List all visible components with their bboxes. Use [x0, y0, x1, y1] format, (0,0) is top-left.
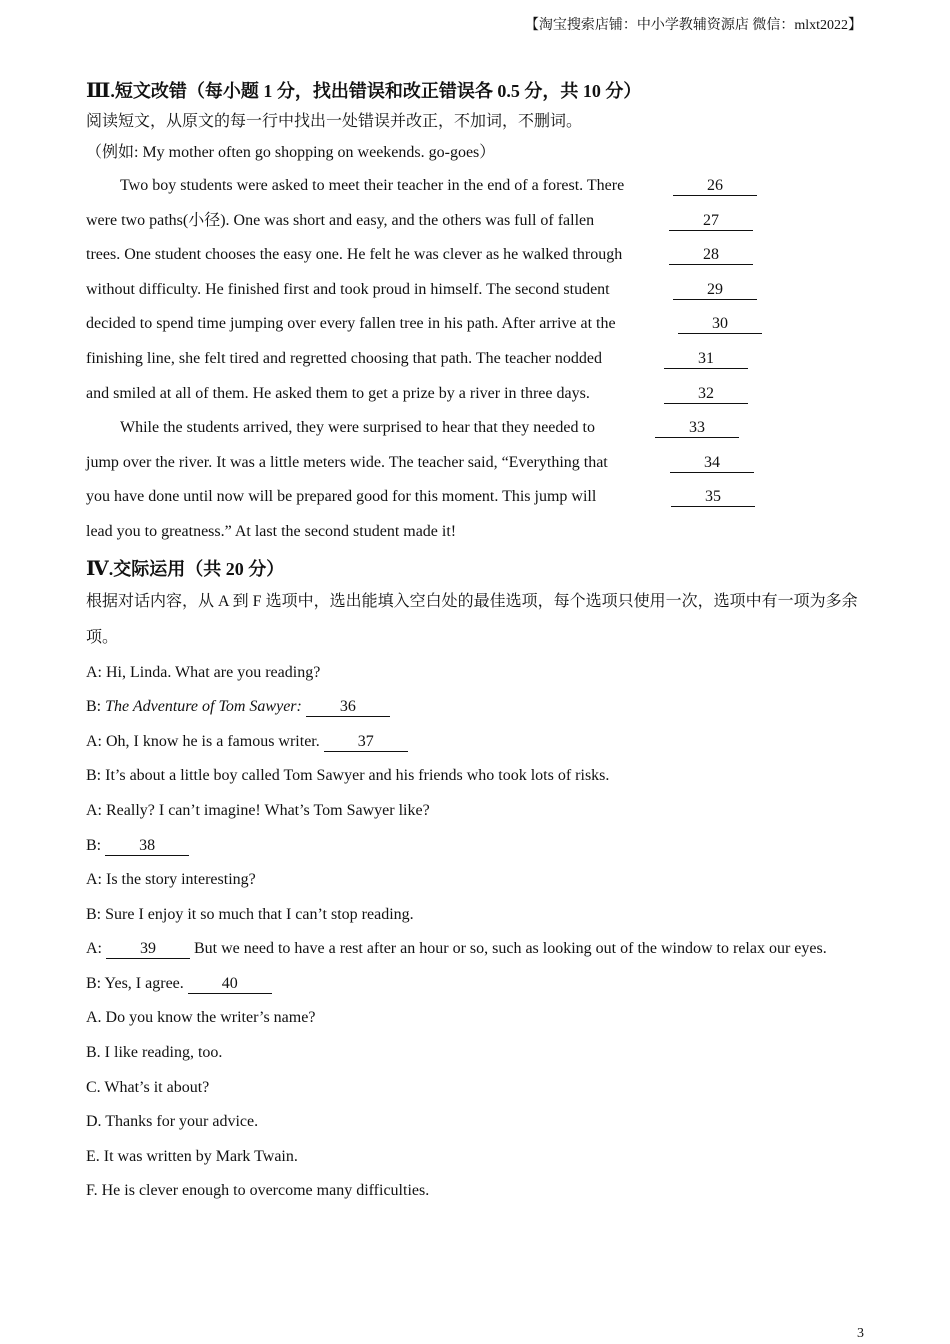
option-item: D. Thanks for your advice.	[86, 1113, 259, 1131]
section-3-example: （例如: My mother often go shopping on weekends. go-goes）	[86, 144, 496, 161]
speaker-label: A:	[86, 940, 102, 958]
passage-text: Two boy students were asked to meet their teacher in the end of a forest. There	[120, 177, 625, 194]
worksheet-content	[86, 76, 866, 1209]
answer-blank-38[interactable]: 38	[105, 838, 189, 856]
answer-blank-34[interactable]: 34	[670, 455, 754, 473]
passage-text: trees. One student chooses the easy one. He felt he was clever as he walked through	[86, 246, 623, 264]
dialogue-line: A: Really? I can’t imagine! What’s Tom Sawyer like?	[86, 801, 430, 819]
answer-blank-27[interactable]: 27	[669, 213, 753, 231]
answer-blank-31[interactable]: 31	[664, 351, 748, 369]
passage-line	[86, 307, 866, 342]
dialogue-text: A: Oh, I know he is a famous writer.	[86, 732, 320, 750]
option-item: B. I like reading, too.	[86, 1044, 223, 1062]
proofreading-passage	[86, 169, 866, 550]
dialogue-line	[86, 829, 866, 864]
passage-text: While the students arrived, they were surprised to hear that they needed to	[120, 419, 595, 437]
book-title: The Adventure of Tom Sawyer:	[105, 698, 302, 716]
passage-line	[86, 238, 866, 273]
section-4-numeral: Ⅳ	[86, 557, 109, 580]
answer-blank-32[interactable]: 32	[664, 386, 748, 404]
passage-line	[86, 446, 866, 481]
dialogue-line: B: Sure I enjoy it so much that I can’t stop reading.	[86, 905, 414, 923]
page-number: 3	[857, 1326, 864, 1341]
passage-line	[86, 377, 866, 412]
answer-blank-29[interactable]: 29	[673, 282, 757, 300]
answer-blank-33[interactable]: 33	[655, 420, 739, 438]
answer-blank-37[interactable]: 37	[324, 734, 408, 752]
option-item: F. He is clever enough to overcome many difficulties.	[86, 1182, 430, 1200]
passage-line	[86, 480, 866, 515]
option-item: E. It was written by Mark Twain.	[86, 1147, 298, 1165]
dialogue	[86, 656, 866, 1002]
dialogue-line	[86, 725, 866, 760]
dialogue-line: A: Is the story interesting?	[86, 871, 256, 889]
speaker-label: B:	[86, 698, 106, 716]
passage-text: finishing line, she felt tired and regretted choosing that path. The teacher nodded	[86, 349, 602, 367]
dialogue-line	[86, 967, 866, 1002]
answer-blank-30[interactable]: 30	[678, 316, 762, 334]
section-3-heading: .短文改错（每小题 1 分，找出错误和改正错误各 0.5 分，共 10 分）	[110, 81, 642, 101]
dialogue-line: A: Hi, Linda. What are you reading?	[86, 663, 321, 681]
passage-text: were two paths(小径). One was short and easy, and the others was full of fallen	[86, 211, 595, 229]
answer-options	[86, 1001, 866, 1209]
passage-text: you have done until now will be prepared good for this moment. This jump will	[86, 488, 597, 506]
answer-blank-35[interactable]: 35	[671, 489, 755, 507]
passage-text: jump over the river. It was a little meters wide. The teacher said, “Everything that	[86, 453, 608, 471]
passage-line	[86, 515, 866, 550]
passage-text: and smiled at all of them. He asked them to get a prize by a river in three days.	[86, 384, 590, 402]
dialogue-line	[86, 690, 866, 725]
answer-blank-39[interactable]: 39	[106, 941, 190, 959]
option-item: C. What’s it about?	[86, 1078, 210, 1096]
passage-line	[86, 342, 866, 377]
passage-line	[86, 273, 866, 308]
answer-blank-40[interactable]: 40	[188, 976, 272, 994]
section-4-instruction: 根据对话内容，从 A 到 F 选项中，选出能填入空白处的最佳选项，每个选项只使用一次，选项中有一项为多余项。	[86, 592, 858, 646]
answer-blank-36[interactable]: 36	[306, 699, 390, 717]
option-item: A. Do you know the writer’s name?	[86, 1009, 316, 1027]
passage-line	[86, 411, 866, 446]
passage-text: decided to spend time jumping over every fallen tree in his path. After arrive at the	[86, 315, 616, 333]
page-header: 【淘宝搜索店铺：中小学教辅资源店 微信：mlxt2022】	[524, 18, 862, 33]
section-3-instruction: 阅读短文，从原文的每一行中找出一处错误并改正，不加词，不删词。	[86, 113, 583, 130]
dialogue-line	[86, 932, 866, 967]
dialogue-line: B: It’s about a little boy called Tom Sawyer and his friends who took lots of risks.	[86, 767, 610, 785]
answer-blank-28[interactable]: 28	[669, 247, 753, 265]
passage-line	[86, 169, 866, 204]
passage-text: without difficulty. He finished first and took proud in himself. The second student	[86, 280, 610, 298]
section-3-title	[86, 76, 866, 106]
dialogue-text: But we need to have a rest after an hour or so, such as looking out of the window to relax our eyes.	[194, 940, 827, 958]
section-3-numeral: Ⅲ	[86, 80, 111, 102]
section-4-title	[86, 554, 866, 584]
passage-text: lead you to greatness.” At last the second student made it!	[86, 522, 457, 540]
answer-blank-26[interactable]: 26	[673, 178, 757, 196]
dialogue-text: B: Yes, I agree.	[86, 974, 184, 992]
passage-line	[86, 204, 866, 239]
section-4-heading: .交际运用（共 20 分）	[108, 558, 285, 579]
speaker-label: B:	[86, 836, 102, 854]
